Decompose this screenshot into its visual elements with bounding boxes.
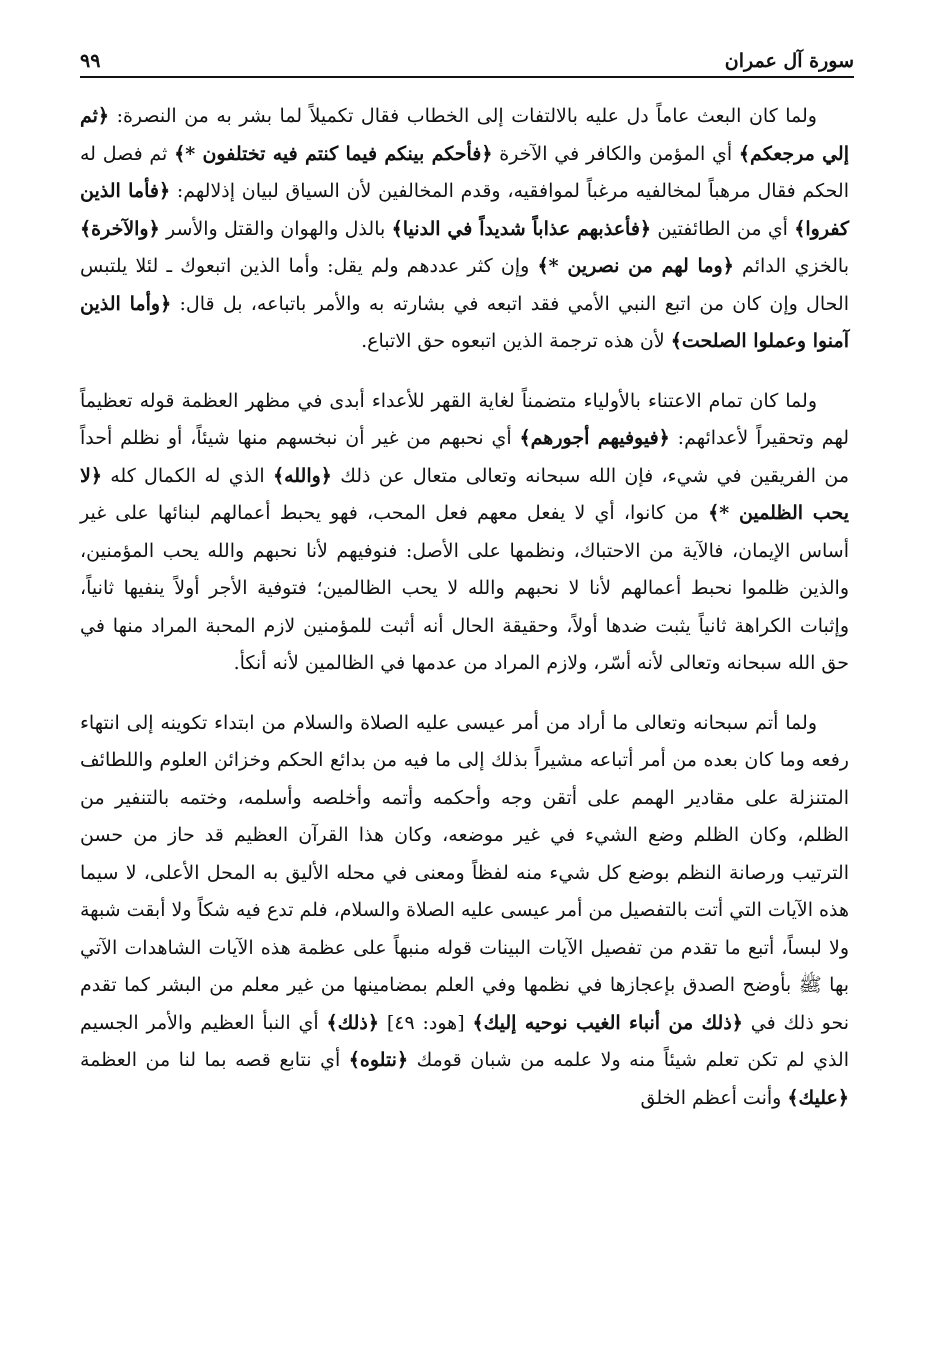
text-segment: ولما كان البعث عاماً دل عليه بالالتفات إلى الخطاب فقال تكميلاً لما بشر به من النصرة: bbox=[109, 105, 817, 127]
surah-title: سورة آل عمران bbox=[724, 50, 854, 72]
text-segment: الذي له الكمال كله bbox=[101, 464, 273, 487]
quran-quote: ﴿والآخرة﴾ bbox=[80, 217, 160, 240]
quran-quote: ﴿وأما الذين آمنوا وعملوا الصلحت﴾ bbox=[80, 292, 849, 352]
quran-quote: ﴿فأما الذين كفروا﴾ bbox=[80, 180, 849, 240]
text-segment: أي النبأ العظيم والأمر الجسيم الذي لم تكن تعلم شيئاً منه ولا علمه من شبان قومك bbox=[80, 1011, 850, 1071]
paragraph-2 bbox=[80, 383, 849, 683]
quran-quote: ﴿ثم إلي مرجعكم﴾ bbox=[80, 105, 849, 165]
text-segment: ولما كان تمام الاعتناء بالأولياء متضمناً لغاية القهر للأعداء أبدى في مظهر العظمة قوله تعظيماً لهم وتحقيراً لأعدائهم: bbox=[80, 389, 849, 449]
quran-quote: ﴿فيوفيهم أجورهم﴾ bbox=[519, 427, 670, 449]
paragraph-3 bbox=[80, 705, 849, 1118]
paragraph-1 bbox=[80, 98, 849, 361]
text-segment: ولما أتم سبحانه وتعالى ما أراد من أمر عيسى عليه الصلاة والسلام من ابتداء تكوينه إلى انتهاء رفعه وما كان بعده من أمر أتباعه مشيراً بذلك إلى ما فيه من بدائع الحكم وخزائن العلوم واللطائف المتنزلة على مقادير الهمم على أتقن وجه وأحكمه وأتمه وأخلصه وأسلمه، وختمه بالتنفير من الظلم، وكان الظلم وضع الشيء في غير موضعه، وكان هذا القرآن العظيم قد حاز من حسن الترتيب ورصانة النظم بوضع كل شيء منه لفظاً ومعنى في محله الأليق به المحل الأعلى، لا سيما هذه الآيات التي أتت بالتفصيل من أمر عيسى عليه الصلاة والسلام، فلم تدع فيه شكاً ولا أبقت شبهة ولا لبساً، أتبع ما تقدم من تفصيل الآيات البينات قوله منبهاً على عظمة هذه الآيات الشاهدات الآتي بها ﷺ بأوضح الصدق بإعجازها في نظمها وفي العلم بمضامينها من غير معلم من البشر كما تقدم نحو ذلك في bbox=[80, 711, 849, 1034]
page-number: ٩٩ bbox=[80, 50, 101, 72]
text-segment: ثم فصل له الحكم فقال مرهباً لمخالفيه مرغباً لموافقيه، وقدم المخالفين لأن السياق لبيان إذلالهم: bbox=[80, 142, 849, 202]
text-segment: أي المؤمن والكافر في الآخرة bbox=[492, 142, 739, 165]
text-segment: [هود: ٤٩] bbox=[379, 1011, 473, 1034]
text-segment: بالذل والهوان والقتل والأسر bbox=[159, 217, 392, 240]
quran-quote: ﴿ذلك من أنباء الغيب نوحيه إليك﴾ bbox=[472, 1011, 743, 1034]
text-segment: أي نحبهم من غير أن نبخسهم منها شيئاً، أو نظلم أحداً من الفريقين في شيء، فإن الله سبحانه وتعالى متعال عن ذلك bbox=[80, 427, 850, 487]
page-header bbox=[80, 42, 854, 78]
text-segment: وإن كثر عددهم ولم يقل: وأما الذين اتبعوك ـ لئلا يلتبس الحال وإن كان من اتبع النبي الأمي فقد اتبعه في بشارته به والأمر باتباعه، بل قال: bbox=[80, 255, 849, 315]
text-segment: أي نتابع قصه بما لنا من العظمة bbox=[80, 1049, 349, 1071]
text-segment: بالخزي الدائم bbox=[733, 255, 849, 277]
text-segment: أي من الطائفتين bbox=[651, 217, 795, 240]
text-segment: وأنت أعظم الخلق bbox=[640, 1086, 788, 1109]
quran-quote: ﴿ذلك﴾ bbox=[326, 1011, 379, 1034]
text-segment: لأن هذه ترجمة الذين اتبعوه حق الاتباع. bbox=[361, 330, 671, 352]
page-body bbox=[80, 98, 849, 1139]
quran-quote: ﴿فأعذبهم عذاباً شديداً في الدنيا﴾ bbox=[391, 217, 652, 240]
quran-quote: ﴿نتلوه﴾ bbox=[348, 1049, 409, 1071]
quran-quote: ﴿وما لهم من نصرين *﴾ bbox=[537, 255, 734, 277]
text-segment: من كانوا، أي لا يفعل معهم فعل المحب، فهو يحبط أعمالهم لبنائها على غير أساس الإيمان، فالآية من الاحتباك، ونظمها على الأصل: فنوفيهم لأنا نحبهم والله يحب المؤمنين، والذين ظلموا نحبط أعمالهم لأنا لا نحبهم والله لا يحب الظالمين؛ فتوفية الأجر أولاً ينفيها ثانياً، وإثبات الكراهة ثانياً يثبت ضدها أولاً، وحقيقة الحال أنه أثبت للمؤمنين لازم المحبة المراد منها في حق الله سبحانه وتعالى لأنه أسّر، ولازم المراد من عدمها في الظالمين لأنه أنكأ. bbox=[80, 502, 849, 674]
quran-quote: ﴿عليك﴾ bbox=[787, 1086, 849, 1109]
quran-quote: ﴿والله﴾ bbox=[272, 464, 332, 487]
quran-quote: ﴿فأحكم بينكم فيما كنتم فيه تختلفون *﴾ bbox=[174, 142, 493, 165]
quran-quote: ﴿لا يحب الظلمين *﴾ bbox=[80, 464, 850, 524]
